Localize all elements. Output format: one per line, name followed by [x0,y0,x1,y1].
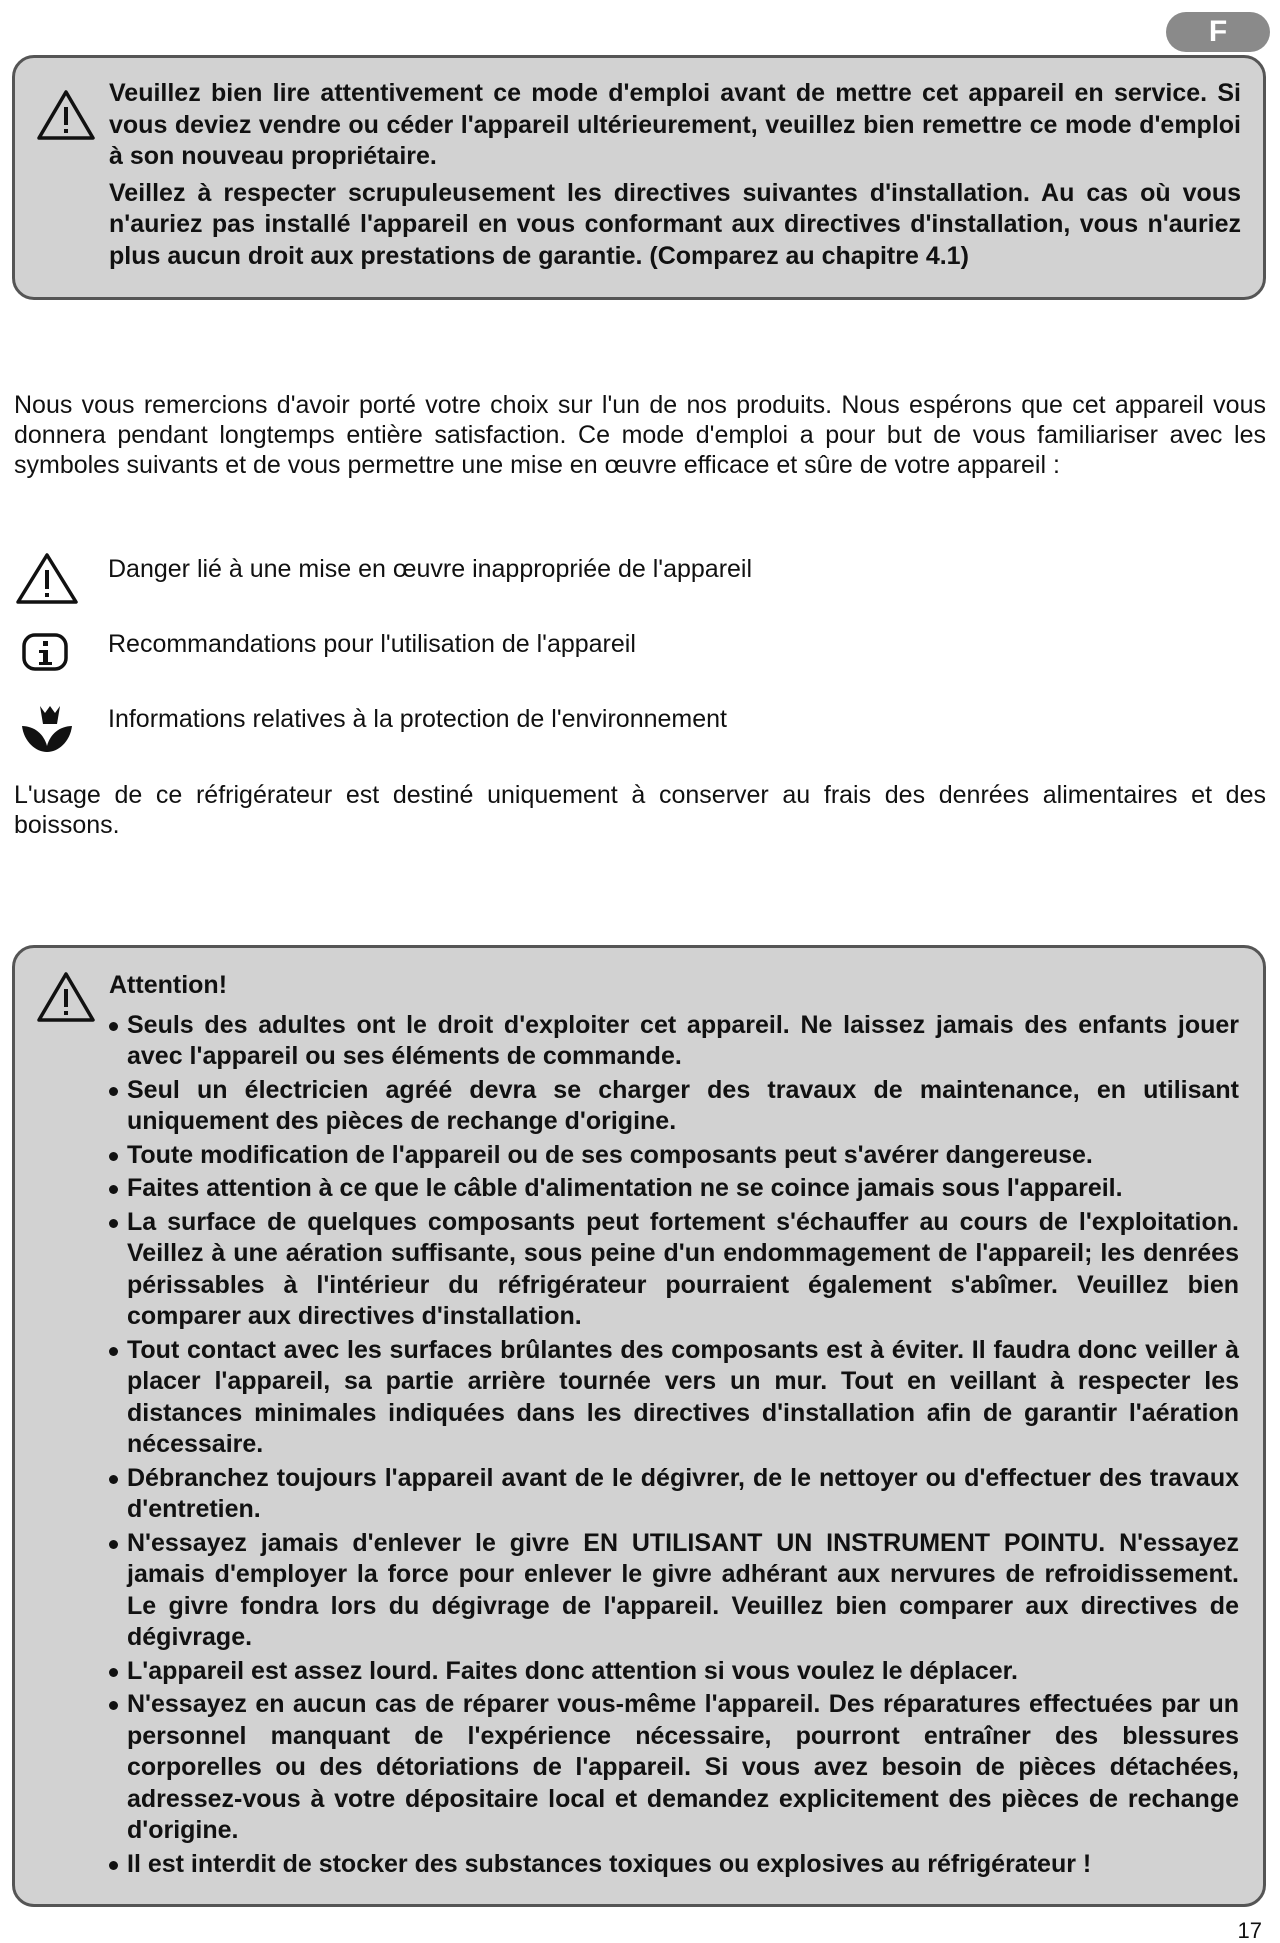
attention-item: Faites attention à ce que le câble d'alimentation ne se coince jamais sous l'appareil. [109,1173,1239,1205]
intro-warning-paragraph: Veillez à respecter scrupuleusement les directives suivantes d'installation. Au cas où vous n'auriez pas installé l'appareil en vous conformant aux directives d'installation, vous n'auriez plus aucun droit aux prestations de garantie. (Comparez au chapitre 4.1) [109,178,1241,270]
intro-warning-paragraph: Veuillez bien lire attentivement ce mode d'emploi avant de mettre cet appareil en service. Si vous deviez vendre ou céder l'appareil ultérieurement, veuillez bien remettre ce mode d'emploi à son nouveau propriétaire. [109,79,1241,170]
attention-item: Toute modification de l'appareil ou de ses composants peut s'avérer dangereuse. [109,1140,1239,1172]
attention-item: La surface de quelques composants peut fortement s'échauffer au cours de l'exploitation. Veillez à une aération suffisante, sous peine d'un endommagement de l'appareil; les denrées périssables à l'intérieur du réfrigérateur pourraient également s'abîmer. Veuillez bien comparer aux directives d'installation. [109,1207,1239,1333]
intro-paragraph: Nous vous remercions d'avoir porté votre choix sur l'un de nos produits. Nous espérons que cet appareil vous donnera pendant longtemps entière satisfaction. Ce mode d'emploi a pour but de vous familiariser avec les symboles suivants et de vous permettre une mise en œuvre efficace et sûre de votre appareil : [14,391,1266,479]
attention-item: Tout contact avec les surfaces brûlantes des composants est à éviter. Il faudra donc veiller à placer l'appareil, sa partie arrière tournée vers un mur. Tout en veillant à respecter les distances minimales indiquées dans les directives d'installation afin de garantir l'aération nécessaire. [109,1335,1239,1461]
symbol-label-environment: Informations relatives à la protection de l'environnement [108,705,727,733]
intro-warning-text [109,78,1241,277]
attention-item: N'essayez jamais d'enlever le givre EN UTILISANT UN INSTRUMENT POINTU. N'essayez jamais d'employer la force pour enlever le givre adhérant aux nervures de refroidissement. Le givre fondra lors du dégivrage de l'appareil. Veuillez bien comparer aux directives de dégivrage. [109,1528,1239,1654]
usage-paragraph: L'usage de ce réfrigérateur est destiné uniquement à conserver au frais des denrées alimentaires et des boissons. [14,781,1266,839]
warning-triangle-icon [14,550,80,606]
intro-warning-box [12,55,1266,300]
attention-content [109,970,1239,1882]
attention-item: Seul un électricien agréé devra se charger des travaux de maintenance, en utilisant uniquement des pièces de rechange d'origine. [109,1075,1239,1138]
attention-box [12,945,1266,1907]
attention-item: Débranchez toujours l'appareil avant de le dégivrer, de le nettoyer ou d'effectuer des travaux d'entretien. [109,1463,1239,1526]
attention-list [109,1010,1239,1881]
attention-title: Attention! [109,971,228,999]
warning-triangle-icon [35,88,97,142]
symbol-row-danger [14,550,1266,610]
info-icon [14,625,80,681]
environment-flower-icon [14,700,80,756]
symbol-label-info: Recommandations pour l'utilisation de l'appareil [108,630,636,658]
attention-item: Seuls des adultes ont le droit d'exploiter cet appareil. Ne laissez jamais des enfants jouer avec l'appareil ou ses éléments de commande. [109,1010,1239,1073]
symbol-label-danger: Danger lié à une mise en œuvre inappropriée de l'appareil [108,555,753,583]
attention-item: Il est interdit de stocker des substances toxiques ou explosives au réfrigérateur ! [109,1849,1239,1881]
attention-item: N'essayez en aucun cas de réparer vous-même l'appareil. Des réparatures effectuées par un personnel manquant de l'expérience nécessaire, pourront entraîner des blessures corporelles ou des détoriations de l'appareil. Si vous avez besoin de pièces détachées, adressez-vous à votre dépositaire local et demandez explicitement des pièces de rechange d'origine. [109,1689,1239,1847]
attention-item: L'appareil est assez lourd. Faites donc attention si vous voulez le déplacer. [109,1656,1239,1688]
page-number: 17 [1237,1918,1262,1943]
language-badge: F [1166,12,1270,52]
symbol-row-environment [14,700,1266,760]
symbol-row-info [14,625,1266,685]
warning-triangle-icon [35,970,97,1024]
